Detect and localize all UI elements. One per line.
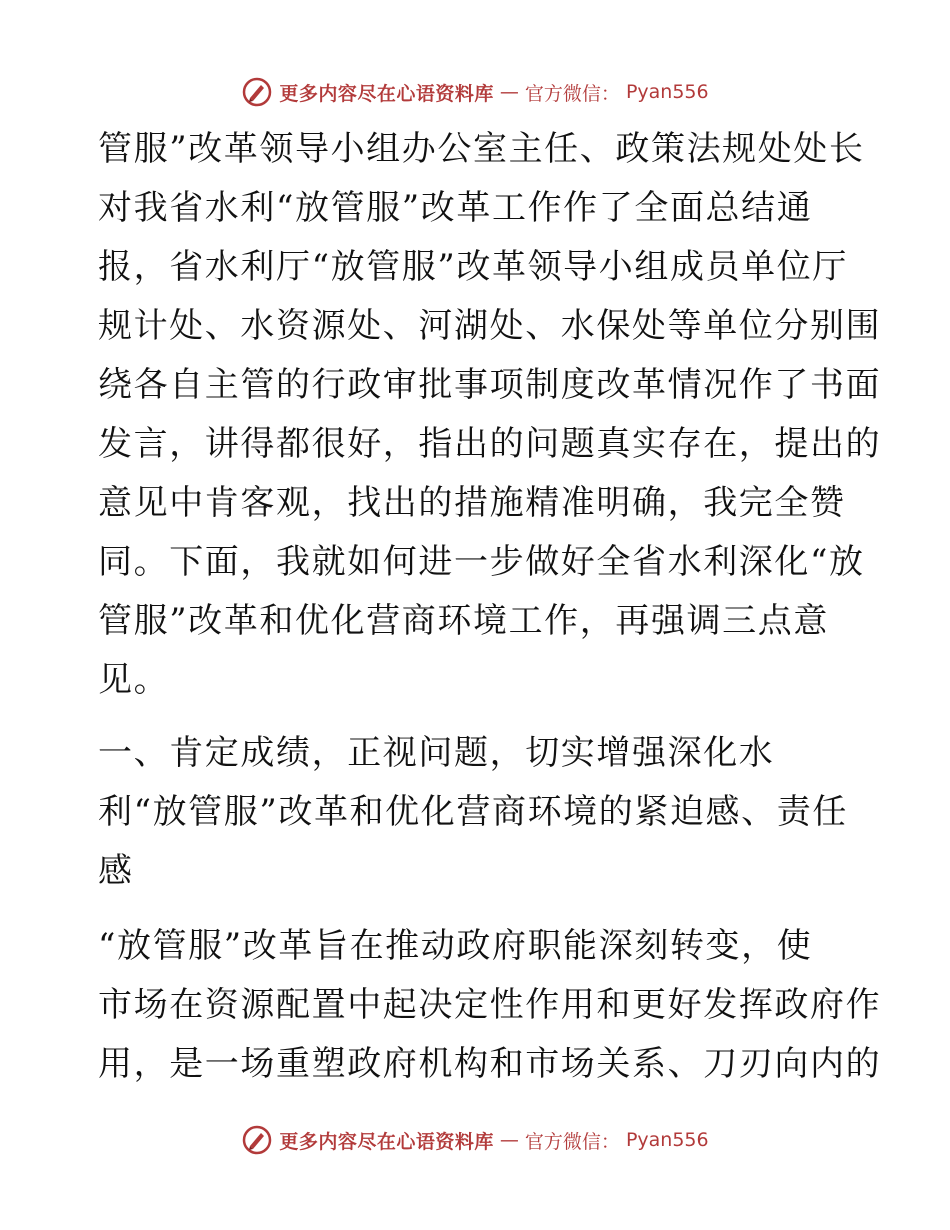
heading-line: 利“放管服”改革和优化营商环境的紧迫感、责任 [98, 792, 848, 832]
text-line: “放管服”改革旨在推动政府职能深刻转变，使 [98, 926, 813, 966]
heading-line: 感 [98, 851, 134, 891]
pen-logo-icon [241, 1124, 273, 1156]
footer-watermark [0, 1120, 950, 1160]
watermark-title: 更多内容尽在心语资料库 [279, 1130, 494, 1153]
paragraph-1 [98, 120, 882, 710]
text-line: 对我省水利“放管服”改革工作作了全面总结通 [98, 188, 813, 228]
watermark-wechat-id: Pyan556 [625, 81, 709, 103]
text-line: 意见中肯客观，找出的措施精准明确，我完全赞 [98, 483, 846, 523]
text-line: 发言，讲得都很好，指出的问题真实存在，提出的 [98, 424, 882, 464]
section-heading-1 [98, 724, 858, 901]
watermark-separator: — [499, 81, 519, 103]
text-line: 管服”改革领导小组办公室主任、政策法规处处长 [98, 129, 865, 169]
text-line: 管服”改革和优化营商环境工作，再强调三点意 [98, 601, 829, 641]
text-line: 同。下面，我就如何进一步做好全省水利深化“放 [98, 542, 865, 582]
text-line: 用，是一场重塑政府机构和市场关系、刀刃向内的 [98, 1044, 882, 1084]
text-line: 市场在资源配置中起决定性作用和更好发挥政府作 [98, 985, 882, 1025]
watermark-title: 更多内容尽在心语资料库 [279, 82, 494, 105]
text-line: 规计处、水资源处、河湖处、水保处等单位分别围 [98, 306, 882, 346]
header-watermark [0, 72, 950, 112]
text-line: 绕各自主管的行政审批事项制度改革情况作了书面 [98, 365, 882, 405]
heading-line: 一、肯定成绩，正视问题，切实增强深化水 [98, 733, 775, 773]
watermark-label: 官方微信： [524, 82, 620, 105]
watermark-wechat-id: Pyan556 [625, 1129, 709, 1151]
watermark-separator: — [499, 1129, 519, 1151]
document-body [98, 120, 882, 1094]
watermark-label: 官方微信： [524, 1130, 620, 1153]
pen-logo-icon [241, 76, 273, 108]
paragraph-2 [98, 917, 882, 1094]
text-line: 报，省水利厅“放管服”改革领导小组成员单位厅 [98, 247, 848, 287]
text-line: 见。 [98, 660, 170, 700]
